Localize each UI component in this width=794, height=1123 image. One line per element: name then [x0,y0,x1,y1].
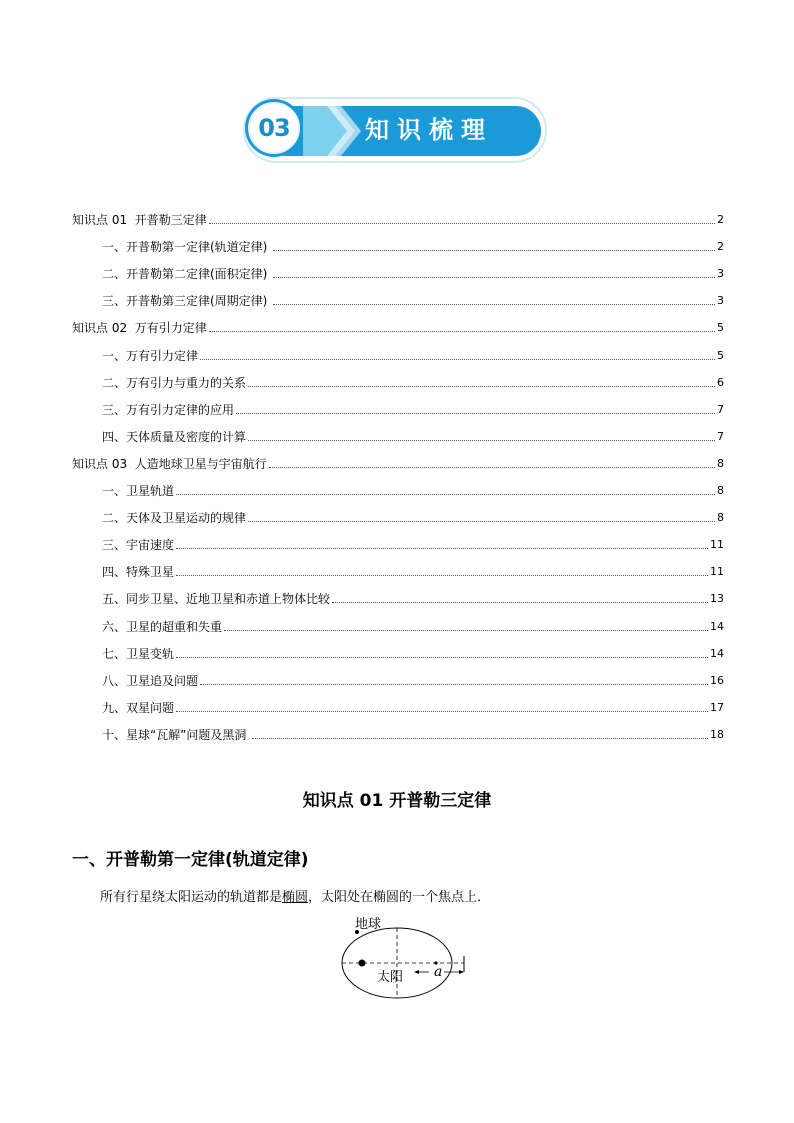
toc-entry-label: 三、宇宙速度 [102,538,175,553]
toc-entry[interactable] [72,606,724,633]
toc-entry[interactable] [72,498,724,525]
toc-entry[interactable] [72,200,724,227]
toc-entry-page: 3 [717,267,724,281]
toc-entry-label: 八、卫星追及问题 [102,673,199,688]
toc-entry-label: 七、卫星变轨 [102,646,175,661]
toc-entry-page: 11 [710,538,724,552]
toc-dot-leader [224,629,708,631]
toc-entry[interactable] [72,308,724,335]
toc-entry-page: 7 [717,429,724,443]
toc-entry[interactable] [72,715,724,742]
toc-entry[interactable] [72,227,724,254]
a-arrowhead-right [459,970,464,974]
toc-entry-page: 5 [717,348,724,362]
toc-dot-leader [332,601,708,603]
toc-entry-page: 7 [717,402,724,416]
banner-title: 知识梳理 [365,116,493,144]
toc-dot-leader [200,683,708,685]
toc-entry[interactable] [72,552,724,579]
toc-dot-leader [176,547,708,549]
toc-dot-leader [176,574,708,576]
toc-entry-label: 二、开普勒第二定律(面积定律) [102,267,272,282]
sun-label: 太阳 [377,970,404,985]
ellipse-orbit-diagram [340,910,480,1005]
table-of-contents [72,200,724,742]
toc-entry-label: 一、万有引力定律 [102,348,199,363]
toc-entry[interactable] [72,688,724,715]
paragraph-text-end: ，太阳处在椭圆的一个焦点上． [308,890,491,905]
toc-dot-leader [273,249,715,251]
toc-entry-label: 十、星球“瓦解”问题及黑洞 [102,727,251,742]
toc-dot-leader [248,520,715,522]
toc-entry[interactable] [72,335,724,362]
toc-entry-page: 16 [710,673,724,687]
toc-entry[interactable] [72,471,724,498]
toc-entry[interactable] [72,363,724,390]
toc-entry-label: 二、万有引力与重力的关系 [102,375,247,390]
toc-dot-leader [269,466,715,468]
toc-dot-leader [236,412,715,414]
toc-entry-label: 一、开普勒第一定律(轨道定律) [102,240,272,255]
toc-entry-page: 8 [717,484,724,498]
toc-entry[interactable] [72,417,724,444]
subsection-heading: 一、开普勒第一定律(轨道定律) [72,850,309,870]
toc-entry-page: 2 [717,213,724,227]
semi-major-axis-label: a [434,964,443,980]
toc-entry-page: 13 [710,592,724,606]
paragraph [100,886,490,905]
toc-dot-leader [176,710,708,712]
toc-dot-leader [273,276,715,278]
section-banner [243,96,548,166]
banner-number: 03 [258,114,290,142]
toc-entry[interactable] [72,579,724,606]
paragraph-underlined-term: 椭圆 [282,890,309,905]
toc-dot-leader [273,303,715,305]
toc-entry-label: 五、同步卫星、近地卫星和赤道上物体比较 [102,592,331,607]
toc-entry-label: 知识点 03 人造地球卫星与宇宙航行 [72,456,267,471]
toc-entry-page: 14 [710,619,724,633]
toc-dot-leader [252,737,708,739]
toc-dot-leader [209,330,715,332]
a-arrowhead-left [414,970,419,974]
toc-entry[interactable] [72,444,724,471]
toc-entry-page: 8 [717,511,724,525]
toc-dot-leader [200,358,715,360]
toc-dot-leader [176,656,708,658]
paragraph-text-start: 所有行星绕太阳运动的轨道都是 [100,890,283,905]
toc-entry[interactable] [72,634,724,661]
sun-dot [359,960,366,967]
toc-entry[interactable] [72,254,724,281]
toc-entry[interactable] [72,390,724,417]
toc-entry-label: 九、双星问题 [102,700,175,715]
earth-label: 地球 [355,917,382,932]
toc-entry-page: 11 [710,565,724,579]
toc-dot-leader [209,222,715,224]
toc-entry-page: 6 [717,375,724,389]
toc-entry-page: 3 [717,294,724,308]
toc-entry-label: 知识点 02 万有引力定律 [72,321,207,336]
toc-entry-label: 一、卫星轨道 [102,484,175,499]
toc-entry-page: 2 [717,240,724,254]
toc-entry-label: 三、开普勒第三定律(周期定律) [102,294,272,309]
toc-entry-label: 知识点 01 开普勒三定律 [72,213,207,228]
toc-entry-page: 8 [717,456,724,470]
toc-dot-leader [248,385,715,387]
toc-entry-label: 六、卫星的超重和失重 [102,619,223,634]
toc-entry-page: 17 [710,700,724,714]
toc-entry-label: 四、特殊卫星 [102,565,175,580]
toc-entry-label: 二、天体及卫星运动的规律 [102,511,247,526]
toc-dot-leader [248,439,715,441]
toc-dot-leader [176,493,715,495]
toc-entry-page: 5 [717,321,724,335]
toc-entry[interactable] [72,661,724,688]
toc-entry[interactable] [72,525,724,552]
toc-entry-label: 三、万有引力定律的应用 [102,402,235,417]
toc-entry-page: 18 [710,727,724,741]
section-heading: 知识点 01 开普勒三定律 [302,791,492,811]
toc-entry-label: 四、天体质量及密度的计算 [102,429,247,444]
toc-entry-page: 14 [710,646,724,660]
toc-entry[interactable] [72,281,724,308]
